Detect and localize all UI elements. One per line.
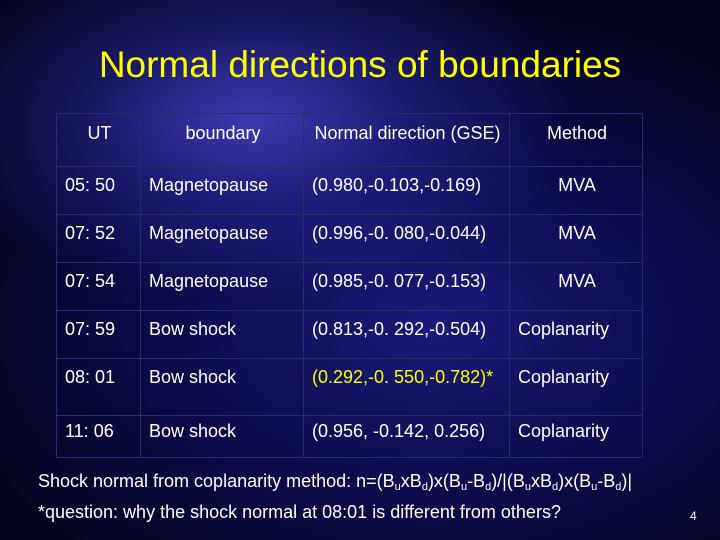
- cell-method: MVA: [510, 215, 643, 263]
- cell-method: MVA: [510, 167, 643, 215]
- question-note: *question: why the shock normal at 08:01 is different from others?: [38, 502, 561, 522]
- slide-title: Normal directions of boundaries: [98, 44, 622, 85]
- cell-boundary: Bow shock: [141, 416, 304, 458]
- page-number: 4: [690, 509, 697, 523]
- cell-ut: 05: 50: [57, 167, 141, 215]
- cell-method: Coplanarity: [510, 359, 643, 416]
- cell-boundary: Magnetopause: [141, 215, 304, 263]
- cell-ut: 08: 01: [57, 359, 141, 416]
- table-row: [57, 263, 643, 311]
- cell-method: Coplanarity: [510, 416, 643, 458]
- coplanarity-formula-note: Shock normal from coplanarity method: $n=(B_uxB_d)x(B_u-B_d)/|(B_uxB_d)x(B_u-B_d)|$: [38, 471, 633, 493]
- cell-ut: 07: 59: [57, 311, 141, 359]
- cell-boundary: Bow shock: [141, 359, 304, 416]
- table-row: [57, 359, 643, 416]
- header-boundary: boundary: [141, 114, 304, 167]
- cell-boundary: Magnetopause: [141, 263, 304, 311]
- cell-normal: (0.956, -0.142, 0.256): [304, 416, 510, 458]
- cell-boundary: Magnetopause: [141, 167, 304, 215]
- header-ut: UT: [57, 114, 141, 167]
- cell-method: Coplanarity: [510, 311, 643, 359]
- cell-method: MVA: [510, 263, 643, 311]
- cell-normal: (0.292,-0. 550,-0.782)*: [304, 359, 510, 416]
- cell-normal: (0.813,-0. 292,-0.504): [304, 311, 510, 359]
- cell-ut: 07: 54: [57, 263, 141, 311]
- table-row: [57, 215, 643, 263]
- cell-normal: (0.980,-0.103,-0.169): [304, 167, 510, 215]
- cell-ut: 11: 06: [57, 416, 141, 458]
- cell-normal: (0.985,-0. 077,-0.153): [304, 263, 510, 311]
- normals-table: [56, 113, 643, 458]
- table-row: [57, 167, 643, 215]
- cell-ut: 07: 52: [57, 215, 141, 263]
- header-method: Method: [510, 114, 643, 167]
- cell-boundary: Bow shock: [141, 311, 304, 359]
- header-normal-direction: Normal direction (GSE): [304, 114, 510, 167]
- cell-normal: (0.996,-0. 080,-0.044): [304, 215, 510, 263]
- table-row: [57, 311, 643, 359]
- table-row: [57, 416, 643, 458]
- table-header-row: [57, 114, 643, 167]
